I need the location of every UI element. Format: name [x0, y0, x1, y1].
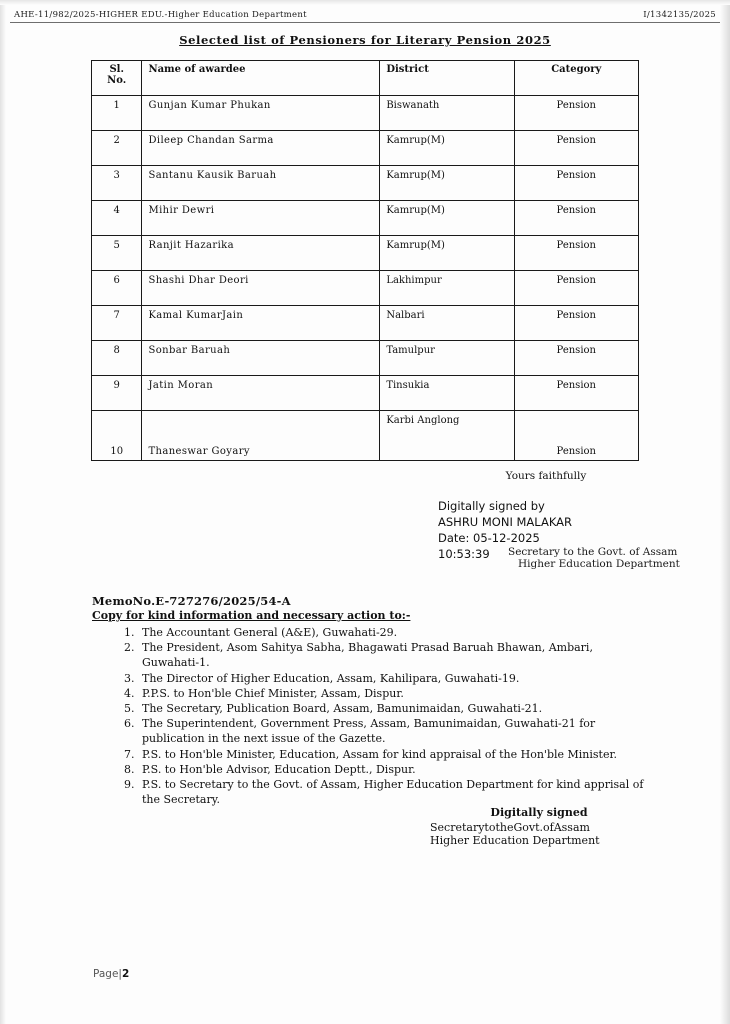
table-row: [92, 376, 639, 411]
footer-secretary-line: SecretarytotheGovt.ofAssam: [430, 821, 590, 834]
column-header-district: District: [380, 61, 514, 96]
table-header: [92, 61, 639, 96]
list-item: 6. The Superintendent, Government Press, Assam, Bamunimaidan, Guwahati-21 for publication in the next issue of the Gazette.: [138, 716, 652, 746]
footer-digitally-signed-label: Digitally signed: [490, 806, 588, 819]
copy-to-heading: Copy for kind information and necessary action to:-: [92, 609, 411, 622]
table-body: [92, 96, 639, 461]
table-row: [92, 201, 639, 236]
column-header-sl-line1: Sl.: [109, 64, 124, 75]
table-row: [92, 411, 639, 461]
cell-district: Karbi Anglong: [380, 411, 514, 461]
cell-name: Thaneswar Goyary: [142, 411, 380, 461]
cell-district: Kamrup(M): [380, 236, 514, 271]
table-row: [92, 131, 639, 166]
footer-signature-block: [430, 806, 690, 847]
signer-name: ASHRU MONI MALAKAR: [438, 515, 573, 529]
column-header-name: Name of awardee: [142, 61, 380, 96]
column-header-category: Category: [514, 61, 638, 96]
cell-sl-no: 8: [92, 341, 142, 376]
table-row: [92, 341, 639, 376]
cell-name: Sonbar Baruah: [142, 341, 380, 376]
table-row: [92, 96, 639, 131]
list-item: 5. The Secretary, Publication Board, Assam, Bamunimaidan, Guwahati-21.: [138, 701, 652, 716]
list-item: 1. The Accountant General (A&E), Guwahati-29.: [138, 625, 652, 640]
list-item: 2. The President, Asom Sahitya Sabha, Bhagawati Prasad Baruah Bhawan, Ambari, Guwahati-1.: [138, 640, 652, 670]
cell-district: Kamrup(M): [380, 201, 514, 236]
page-number: 2: [121, 968, 130, 980]
cell-name: Gunjan Kumar Phukan: [142, 96, 380, 131]
cell-name: Santanu Kausik Baruah: [142, 166, 380, 201]
column-header-sl-line2: No.: [107, 75, 127, 86]
page-title: Selected list of Pensioners for Literary Pension 2025: [179, 33, 551, 47]
cell-category: Pension: [514, 306, 638, 341]
table-row: [92, 236, 639, 271]
cell-sl-no: 10: [92, 411, 142, 461]
cell-category: Pension: [514, 271, 638, 306]
table-header-row: [92, 61, 639, 96]
document-header: [14, 10, 716, 20]
yours-faithfully-text: Yours faithfully: [505, 470, 587, 482]
cell-category: Pension: [514, 411, 638, 461]
list-item: 7. P.S. to Hon'ble Minister, Education, Assam for kind appraisal of the Hon'ble Minister.: [138, 747, 652, 762]
column-header-sl-no: [92, 61, 142, 96]
recipients-list: [92, 625, 652, 807]
cell-name: Mihir Dewri: [142, 201, 380, 236]
cell-sl-no: 7: [92, 306, 142, 341]
cell-district: Tinsukia: [380, 376, 514, 411]
cell-category: Pension: [514, 96, 638, 131]
header-divider: [10, 22, 720, 23]
footer-department-line: Higher Education Department: [430, 834, 600, 847]
awardees-table: [91, 60, 639, 461]
digitally-signed-by-label: Digitally signed by: [438, 499, 545, 513]
memo-section: [92, 594, 652, 807]
cell-sl-no: 6: [92, 271, 142, 306]
cell-district: Kamrup(M): [380, 166, 514, 201]
cell-district: Kamrup(M): [380, 131, 514, 166]
cell-sl-no: 9: [92, 376, 142, 411]
cell-name: Jatin Moran: [142, 376, 380, 411]
cell-name: Kamal KumarJain: [142, 306, 380, 341]
cell-category: Pension: [514, 131, 638, 166]
cell-district: Nalbari: [380, 306, 514, 341]
memo-number: MemoNo.E-727276/2025/54-A: [92, 594, 291, 608]
table-row: [92, 166, 639, 201]
signature-designation: [508, 546, 680, 570]
page-edge-left: [0, 0, 6, 1024]
signature-block: [430, 470, 700, 570]
signature-date: Date: 05-12-2025: [438, 531, 540, 545]
cell-sl-no: 2: [92, 131, 142, 166]
list-item: 8. P.S. to Hon'ble Advisor, Education Deptt., Dispur.: [138, 762, 652, 777]
department-line: Higher Education Department: [518, 558, 680, 570]
cell-name: Ranjit Hazarika: [142, 236, 380, 271]
page-edge-top: [0, 0, 730, 5]
page-number-footer: [93, 968, 129, 980]
list-item: 9. P.S. to Secretary to the Govt. of Assam, Higher Education Department for kind apprisal of the Secretary.: [138, 777, 652, 807]
secretary-line: Secretary to the Govt. of Assam: [508, 546, 678, 558]
cell-sl-no: 1: [92, 96, 142, 131]
cell-name: Dileep Chandan Sarma: [142, 131, 380, 166]
list-item: 3. The Director of Higher Education, Assam, Kahilipara, Guwahati-19.: [138, 671, 652, 686]
table-row: [92, 306, 639, 341]
cell-district: Tamulpur: [380, 341, 514, 376]
cell-category: Pension: [514, 341, 638, 376]
table-row: [92, 271, 639, 306]
page-label: Page|: [93, 968, 122, 980]
header-document-id: I/1342135/2025: [643, 10, 716, 20]
page-edge-right: [720, 0, 730, 1024]
cell-category: Pension: [514, 201, 638, 236]
cell-sl-no: 4: [92, 201, 142, 236]
cell-name: Shashi Dhar Deori: [142, 271, 380, 306]
cell-district: Biswanath: [380, 96, 514, 131]
cell-category: Pension: [514, 166, 638, 201]
cell-sl-no: 5: [92, 236, 142, 271]
cell-district: Lakhimpur: [380, 271, 514, 306]
header-file-reference: AHE-11/982/2025-HIGHER EDU.-Higher Education Department: [14, 10, 307, 20]
signature-time: 10:53:39: [438, 547, 490, 561]
cell-category: Pension: [514, 376, 638, 411]
list-item: 4. P.P.S. to Hon'ble Chief Minister, Assam, Dispur.: [138, 686, 652, 701]
cell-sl-no: 3: [92, 166, 142, 201]
cell-category: Pension: [514, 236, 638, 271]
